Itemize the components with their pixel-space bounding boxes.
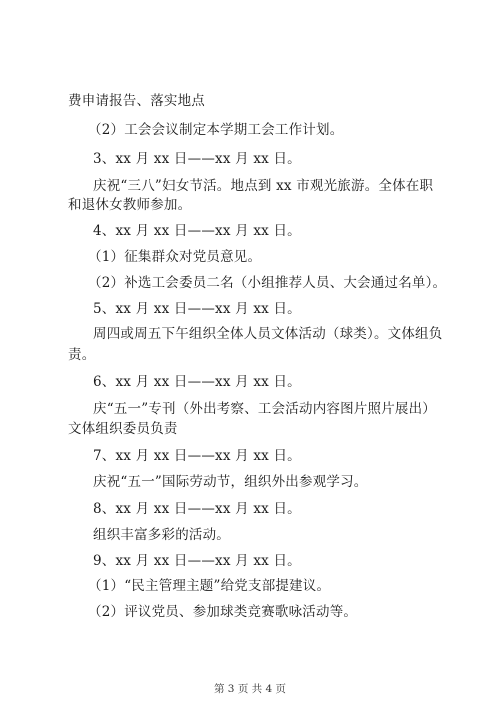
text-line: 7、xx 月 xx 日——xx 月 xx 日。 <box>93 448 301 464</box>
text-line: 9、xx 月 xx 日——xx 月 xx 日。 <box>93 553 301 569</box>
text-line: 5、xx 月 xx 日——xx 月 xx 日。 <box>93 301 301 317</box>
text-line: 和退休女教师参加。 <box>68 197 192 213</box>
text-line: 庆祝“五一”国际劳动节，组织外出参观学习。 <box>93 474 368 490</box>
text-line: 庆祝“三八”妇女节活。地点到 xx 市观光旅游。全体在职 <box>93 178 434 194</box>
text-line: （2）补选工会委员二名（小组推荐人员、大会通过名单）。 <box>88 275 447 291</box>
text-line: 文体组织委员负责 <box>68 421 178 437</box>
text-line: 责。 <box>68 347 96 363</box>
text-line: 庆“五一”专刊（外出考察、工会活动内容图片照片展出） <box>93 401 437 417</box>
text-line: 6、xx 月 xx 日——xx 月 xx 日。 <box>93 374 301 390</box>
text-line: （2）工会会议制定本学期工会工作计划。 <box>88 122 344 138</box>
text-line: 4、xx 月 xx 日——xx 月 xx 日。 <box>93 223 301 239</box>
text-line: 3、xx 月 xx 日——xx 月 xx 日。 <box>93 151 301 167</box>
text-line: 组织丰富多彩的活动。 <box>93 527 230 543</box>
text-line: （1）征集群众对党员意见。 <box>88 249 262 265</box>
text-line: 8、xx 月 xx 日——xx 月 xx 日。 <box>93 501 301 517</box>
text-line: （1）“民主管理主题”给党支部提建议。 <box>88 578 331 594</box>
text-line: （2）评议党员、参加球类竞赛歌咏活动等。 <box>88 604 358 620</box>
text-line: 费申请报告、落实地点 <box>68 93 205 109</box>
text-line: 周四或周五下午组织全体人员文体活动（球类）。文体组负 <box>93 326 443 342</box>
page-footer: 第 3 页 共 4 页 <box>213 683 287 695</box>
